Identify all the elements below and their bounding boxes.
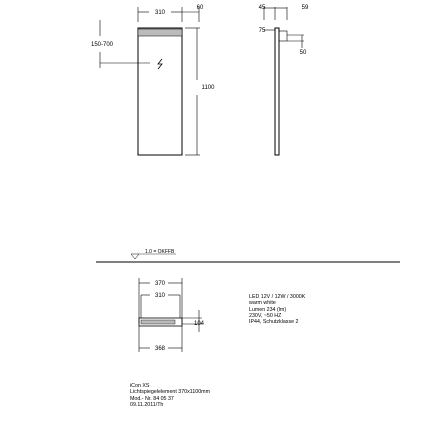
title-block (130, 383, 210, 408)
floor-line-group (96, 254, 400, 262)
spec-line: LED 12V / 12W / 3000K (249, 294, 306, 300)
side-view-labels (259, 5, 309, 56)
side-view (264, 7, 304, 155)
front-view-labels (91, 5, 215, 91)
section-height-label: 104 (193, 321, 205, 327)
section-bottom-width-label: 368 (154, 346, 166, 352)
led-strip (138, 29, 182, 36)
side-bracket (279, 31, 287, 41)
socket-height-label: 150-700 (90, 42, 114, 48)
product-description: Lichtspiegelelement 370x1100mm (130, 389, 210, 396)
section-inner-width-label: 310 (154, 293, 166, 299)
side-top-label: 75 (258, 28, 266, 34)
spec-line: Lumen 234 (lm) (249, 306, 287, 313)
spec-line: IP44, Schutzklasse 2 (249, 319, 299, 326)
floor-marker-icon (131, 254, 139, 259)
drawing-date: 09.11.2011/Th (130, 401, 164, 408)
side-panel-outline (275, 28, 279, 155)
front-view (100, 7, 200, 155)
product-name: iCon XS (130, 383, 150, 389)
front-height-label: 1100 (201, 85, 215, 91)
front-offset-label: 60 (196, 5, 204, 11)
section-outer-width-label: 370 (154, 281, 166, 287)
side-bracket-label: 50 (299, 50, 307, 56)
section-view (139, 278, 202, 352)
spec-notes (249, 294, 305, 325)
section-led-strip (141, 320, 175, 324)
side-depth-a-label: 45 (258, 5, 266, 11)
model-number: Mod.- Nr. 84 05 37 (130, 395, 174, 402)
spec-line: 230V, ~50 HZ (249, 312, 282, 319)
front-panel-outline (138, 28, 182, 155)
floor-tolerance-label: 1.0 = OKFFB (145, 249, 175, 255)
electric-symbol-icon (158, 59, 162, 69)
front-width-label: 310 (154, 10, 166, 16)
side-depth-b-label: 59 (301, 5, 309, 11)
spec-line: warm white (249, 300, 276, 307)
